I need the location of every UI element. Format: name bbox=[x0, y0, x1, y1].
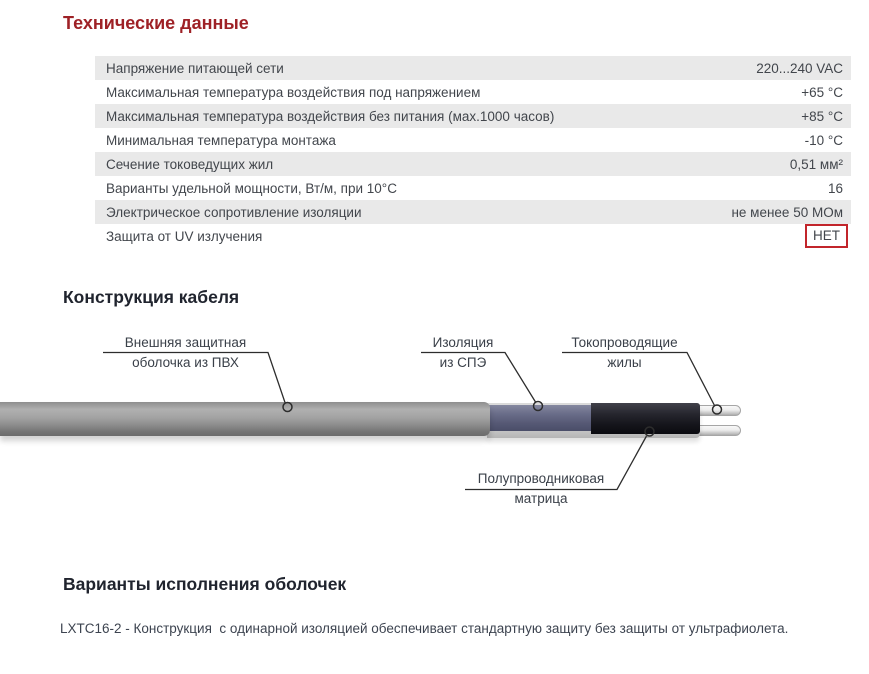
row-value: +85 °C bbox=[801, 108, 843, 124]
row-label: Варианты удельной мощности, Вт/м, при 10°C bbox=[106, 180, 397, 196]
diagram-label-line: Изоляция bbox=[432, 335, 494, 350]
row-label: Сечение токоведущих жил bbox=[106, 156, 274, 172]
diagram-label-line: Токопроводящие bbox=[571, 335, 678, 350]
cable-conductor-top bbox=[694, 405, 741, 416]
diagram-label-line: матрица bbox=[514, 491, 568, 506]
row-value: +65 °C bbox=[801, 84, 843, 100]
cable-conductor-bottom bbox=[694, 425, 741, 436]
diagram-label-line: жилы bbox=[607, 355, 642, 370]
row-value: 0,51 мм² bbox=[789, 156, 843, 172]
diagram-label-line: из СПЭ bbox=[439, 355, 487, 370]
table-row bbox=[95, 80, 851, 104]
row-label: Максимальная температура воздействия без питания (мах.1000 часов) bbox=[106, 108, 555, 124]
table-row bbox=[95, 104, 851, 128]
row-value: 16 bbox=[827, 180, 843, 196]
diagram-label-insulation bbox=[421, 333, 505, 373]
cable-insulation-layer bbox=[487, 405, 597, 431]
cable-outer-sheath bbox=[0, 402, 490, 436]
diagram-label-line: Полупроводниковая bbox=[477, 471, 605, 486]
diagram-label-matrix bbox=[465, 469, 617, 509]
table-row bbox=[95, 176, 851, 200]
table-row bbox=[95, 224, 851, 248]
cable-semiconductor-matrix bbox=[591, 403, 700, 434]
diagram-label-line: оболочка из ПВХ bbox=[132, 355, 239, 370]
row-label: Напряжение питающей сети bbox=[106, 60, 284, 76]
row-label: Минимальная температура монтажа bbox=[106, 132, 336, 148]
row-label: Электрическое сопротивление изоляции bbox=[106, 204, 362, 220]
table-row bbox=[95, 56, 851, 80]
table-row bbox=[95, 152, 851, 176]
row-value: 220...240 VAC bbox=[756, 60, 843, 76]
table-row bbox=[95, 200, 851, 224]
section-title-variants: Варианты исполнения оболочек bbox=[63, 574, 347, 594]
row-label: Максимальная температура воздействия под напряжением bbox=[106, 84, 481, 100]
uv-protection-value-box: НЕТ bbox=[805, 224, 848, 248]
diagram-label-conductors bbox=[562, 333, 687, 373]
diagram-label-line: Внешняя защитная bbox=[124, 335, 247, 350]
page-title: Технические данные bbox=[63, 13, 249, 33]
section-title-construction: Конструкция кабеля bbox=[63, 287, 240, 307]
technical-data-table bbox=[95, 56, 851, 248]
row-value: -10 °C bbox=[804, 132, 843, 148]
table-row bbox=[95, 128, 851, 152]
diagram-label-sheath bbox=[103, 333, 268, 373]
row-label: Защита от UV излучения bbox=[106, 228, 263, 244]
variants-description: LXTC16-2 - Конструкция с одинарной изоляцией обеспечивает стандартную защиту без защиты от ультрафиолета. bbox=[60, 621, 789, 636]
row-value: не менее 50 МОм bbox=[731, 204, 843, 220]
